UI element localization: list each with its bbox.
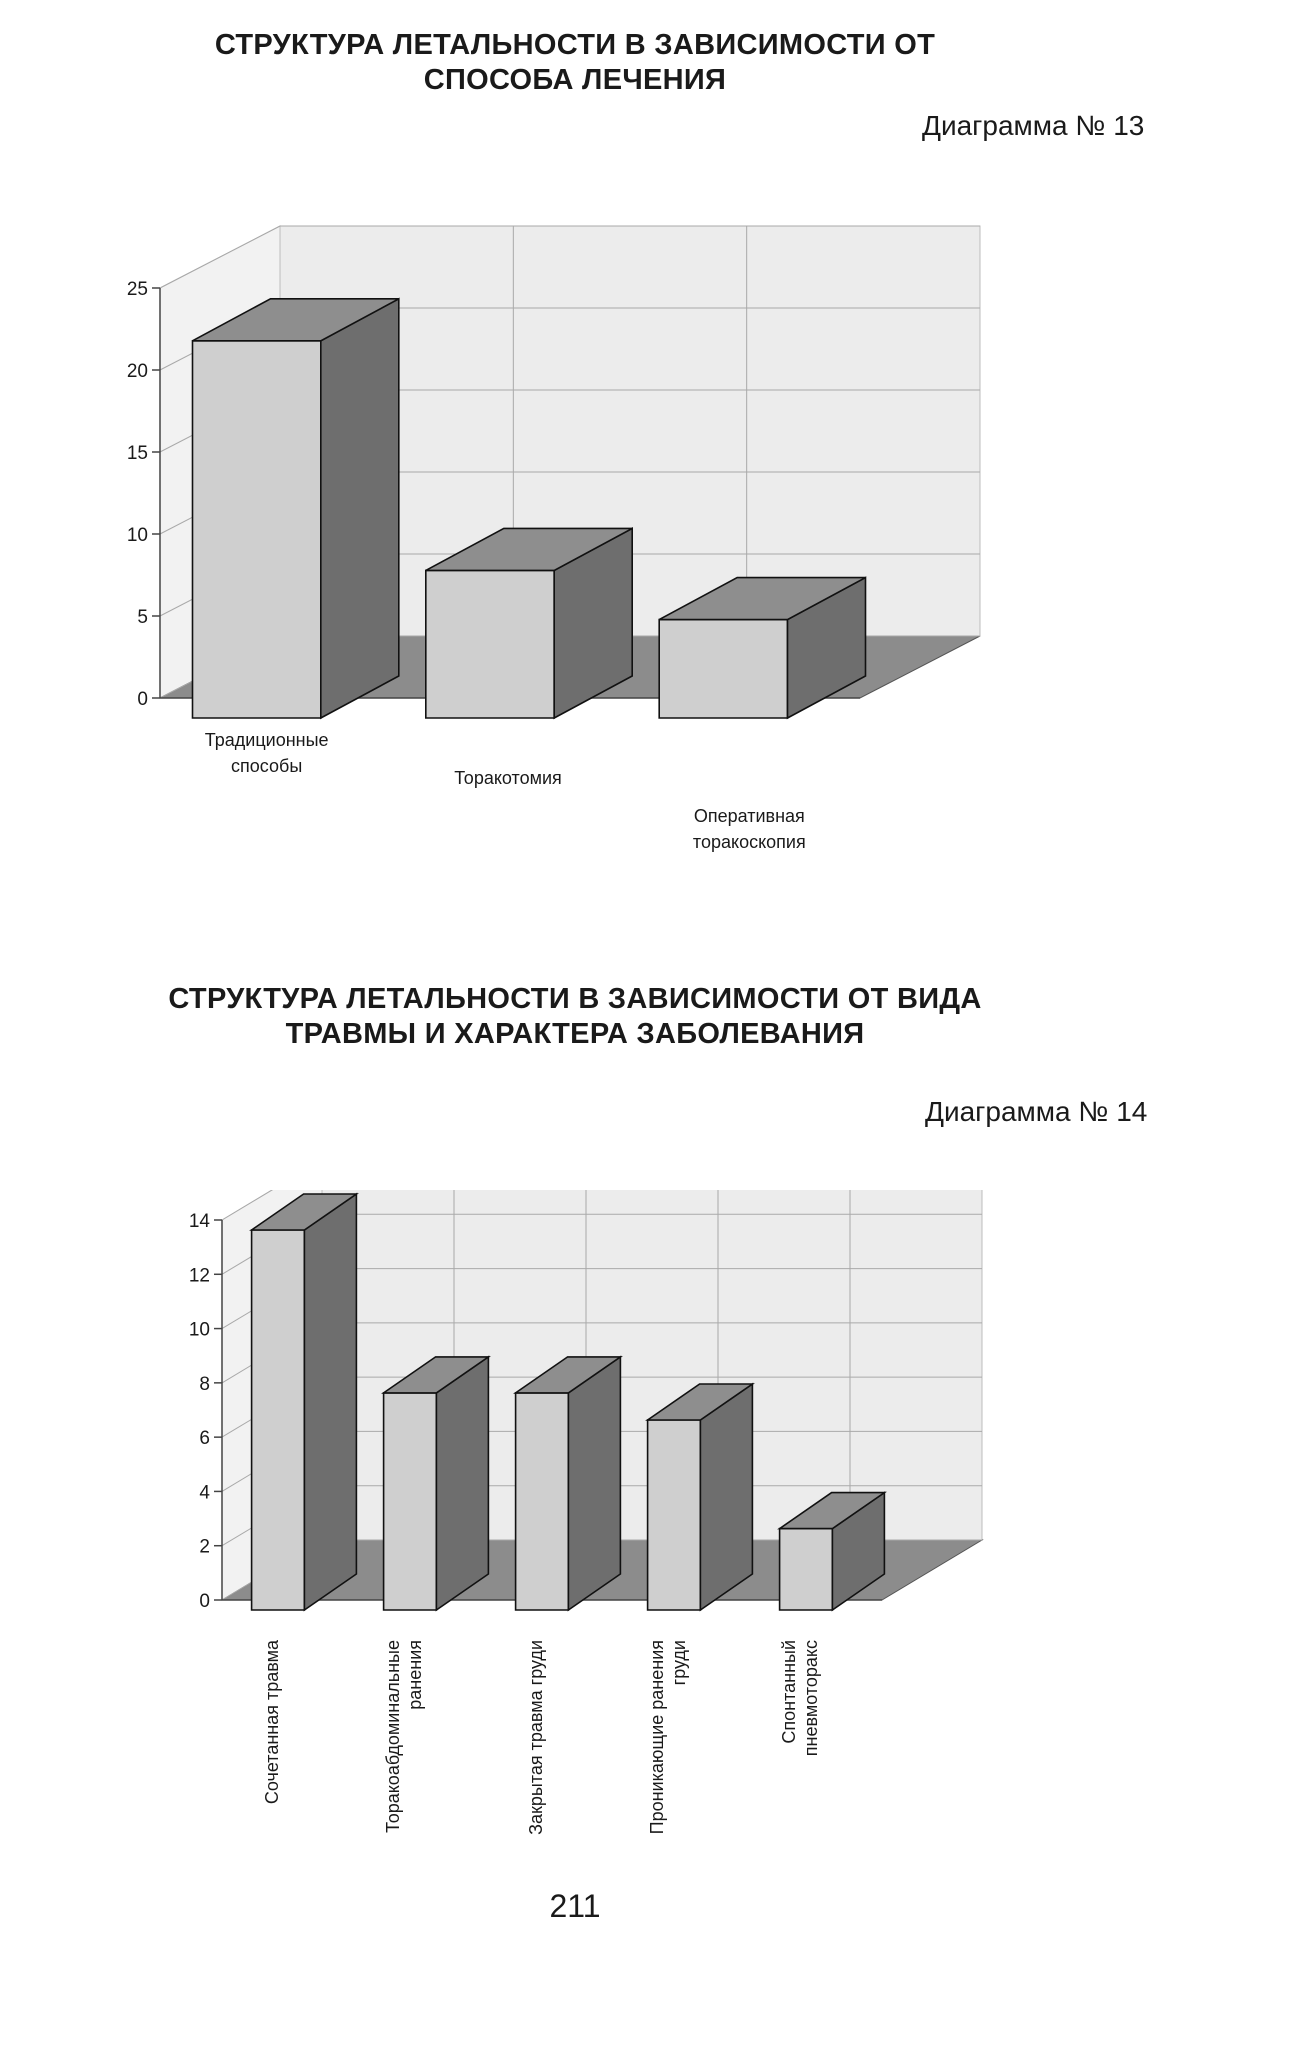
chart-2-ytick-label: 0 [199, 1591, 210, 1612]
chart-1-bar-side-0 [321, 299, 399, 718]
chart-2-ytick-label: 12 [188, 1265, 210, 1287]
chart-2 [0, 1190, 1000, 1890]
chart-1-ytick-label: 10 [126, 525, 148, 546]
chart-2-bar-side-0 [304, 1194, 356, 1610]
chart-2-bar-0 [252, 1230, 305, 1610]
chart-2-caption: Диаграмма № 14 [925, 1096, 1148, 1127]
page-number: 211 [549, 1888, 601, 1924]
chart-1-title [0, 28, 1150, 98]
chart-2-bar-2 [516, 1393, 569, 1610]
chart-1-caption: Диаграмма № 13 [922, 110, 1145, 141]
chart-1-category-label: торакоскопия [692, 832, 806, 852]
chart-2-category-label: Проникающие ранения [647, 1640, 667, 1835]
chart-2-category-label: ранения [405, 1640, 425, 1710]
chart-2-ytick-label: 6 [199, 1428, 210, 1450]
chart-1-category-label: Торакотомия [454, 768, 562, 788]
chart-2-bar-side-1 [436, 1357, 488, 1610]
chart-2-ytick-label: 10 [188, 1319, 210, 1341]
chart-1-ytick-label: 15 [126, 443, 148, 464]
chart-2-bar-4 [780, 1529, 833, 1610]
chart-2-category-label: Торакоабдоминальные [383, 1640, 403, 1833]
chart-2-ytick-label: 2 [199, 1536, 210, 1558]
chart-1-ytick-label: 0 [137, 689, 148, 710]
chart-1-category-label: Оперативная [693, 806, 805, 826]
chart-2-title-line-1: СТРУКТУРА ЛЕТАЛЬНОСТИ В ЗАВИСИМОСТИ ОТ ВИДА [168, 983, 982, 1015]
chart-2-ytick-label: 4 [199, 1482, 210, 1504]
chart-2-category-label: Сочетанная травма [262, 1640, 282, 1805]
chart-1-title-line-1: СТРУКТУРА ЛЕТАЛЬНОСТИ В ЗАВИСИМОСТИ ОТ [214, 29, 936, 61]
chart-2-bar-3 [648, 1420, 701, 1610]
chart-2-category-label: Спонтанный [779, 1640, 799, 1744]
chart-2-title-line-2: ТРАВМЫ И ХАРАКТЕРА ЗАБОЛЕВАНИЯ [285, 1018, 865, 1050]
chart-2-category-label: пневмоторакс [801, 1640, 821, 1757]
chart-1-bar-0 [193, 341, 321, 718]
chart-1-title-line-2: СПОСОБА ЛЕЧЕНИЯ [423, 64, 727, 96]
chart-1-bar-2 [659, 620, 787, 718]
chart-1-category-label: способы [231, 756, 303, 776]
chart-2-category-label: груди [669, 1640, 689, 1686]
chart-1-category-label: Традиционные [204, 730, 329, 750]
chart-2-bar-side-2 [568, 1357, 620, 1610]
chart-2-ytick-label: 14 [188, 1211, 210, 1232]
chart-2-category-label: Закрытая травма груди [526, 1640, 546, 1835]
chart-1-ytick-label: 5 [137, 607, 148, 628]
chart-1-ytick-label: 25 [126, 279, 148, 300]
chart-2-ytick-label: 8 [199, 1373, 210, 1395]
chart-1-ytick-label: 20 [126, 361, 148, 382]
chart-2-title [0, 982, 1150, 1052]
chart-1-bar-1 [426, 570, 554, 718]
chart-2-bar-side-3 [700, 1384, 752, 1610]
chart-1 [0, 200, 1000, 870]
chart-2-bar-1 [384, 1393, 437, 1610]
